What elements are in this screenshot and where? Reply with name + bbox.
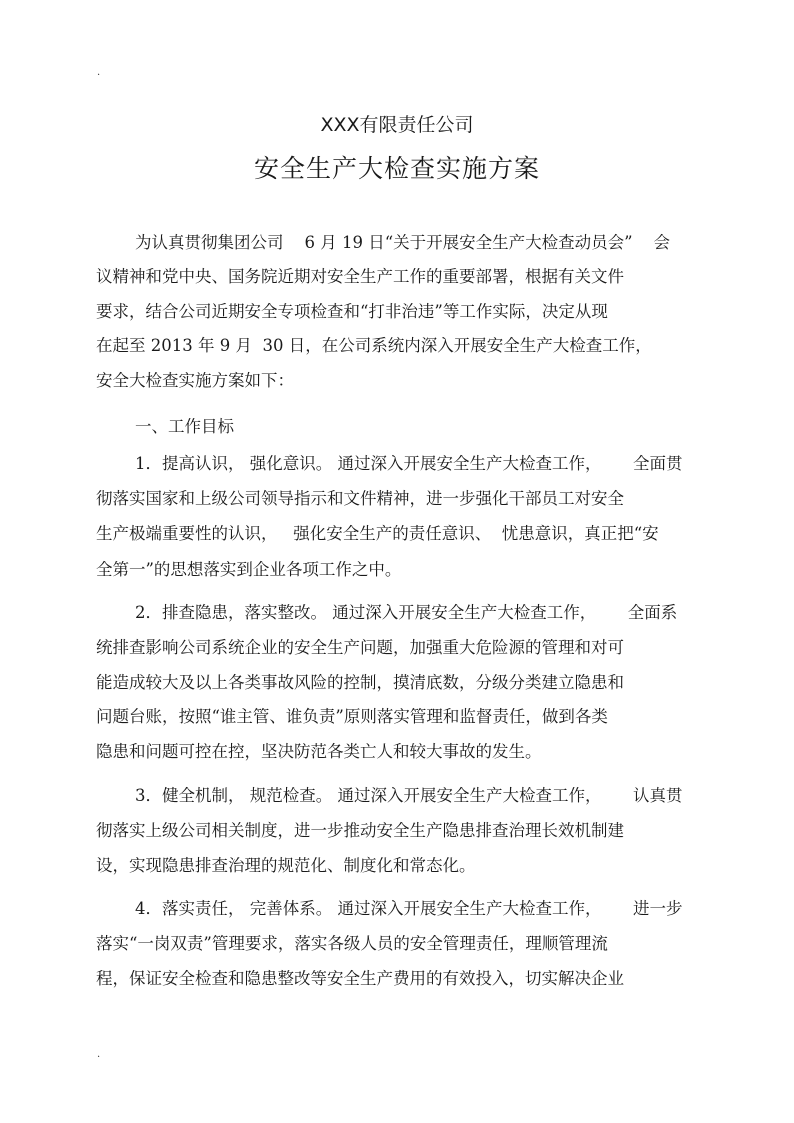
paragraph-line: 落实“一岗双责”管理要求，落实各级人员的安全管理责任，理顺管理流 <box>96 934 608 953</box>
paragraph-line: 彻落实国家和上级公司领导指示和文件精神，进一步强化干部员工对安全 <box>96 489 624 508</box>
paragraph-line: 彻落实上级公司相关制度，进一步推动安全生产隐患排查治理长效机制建 <box>96 821 624 840</box>
paragraph-line: 议精神和党中央、国务院近期对安全生产工作的重要部署，根据有关文件 <box>96 267 624 286</box>
company-name: XXX有限责任公司 <box>320 114 474 136</box>
paragraph-line: 隐患和问题可控在控，坚决防范各类亡人和较大事故的发生。 <box>96 742 542 761</box>
paragraph-line: 程，保证安全检查和隐患整改等安全生产费用的有效投入，切实解决企业 <box>96 969 624 988</box>
paragraph-line: 4．落实责任， 完善体系。 通过深入开展安全生产大检查工作， 进一步 <box>135 899 683 918</box>
page-marker-bottom: . <box>97 1049 101 1060</box>
paragraph-line: 要求，结合公司近期安全专项检查和“打非治违”等工作实际，决定从现 <box>96 302 608 321</box>
paragraph-line: 统排查影响公司系统企业的安全生产问题，加强重大危险源的管理和对可 <box>96 638 624 657</box>
paragraph-line: 在起至 2013 年 9 月 30 日，在公司系统内深入开展安全生产大检查工作， <box>96 336 652 355</box>
paragraph-line: 3．健全机制， 规范检查。 通过深入开展安全生产大检查工作， 认真贯 <box>135 786 683 805</box>
paragraph-line: 1．提高认识， 强化意识。 通过深入开展安全生产大检查工作， 全面贯 <box>135 454 683 473</box>
document-title: 安全生产大检查实施方案 <box>253 154 540 183</box>
paragraph-line: 设，实现隐患排查治理的规范化、制度化和常态化。 <box>96 856 476 875</box>
page-marker-top: . <box>97 67 101 78</box>
section-heading: 一、工作目标 <box>135 417 234 436</box>
paragraph-line: 能造成较大及以上各类事故风险的控制，摸清底数，分级分类建立隐患和 <box>96 673 624 692</box>
paragraph-line: 2．排查隐患，落实整改。 通过深入开展安全生产大检查工作， 全面系 <box>135 603 678 622</box>
paragraph-line: 生产极端重要性的认识， 强化安全生产的责任意识、 忧患意识，真正把“安 <box>96 524 659 543</box>
paragraph-line: 问题台账，按照“谁主管、谁负责”原则落实管理和监督责任，做到各类 <box>96 707 608 726</box>
paragraph-line: 为认真贯彻集团公司 6 月 19 日“关于开展安全生产大检查动员会” 会 <box>135 233 671 252</box>
paragraph-line: 全第一”的思想落实到企业各项工作之中。 <box>96 560 402 579</box>
paragraph-line: 安全大检查实施方案如下： <box>96 371 294 390</box>
